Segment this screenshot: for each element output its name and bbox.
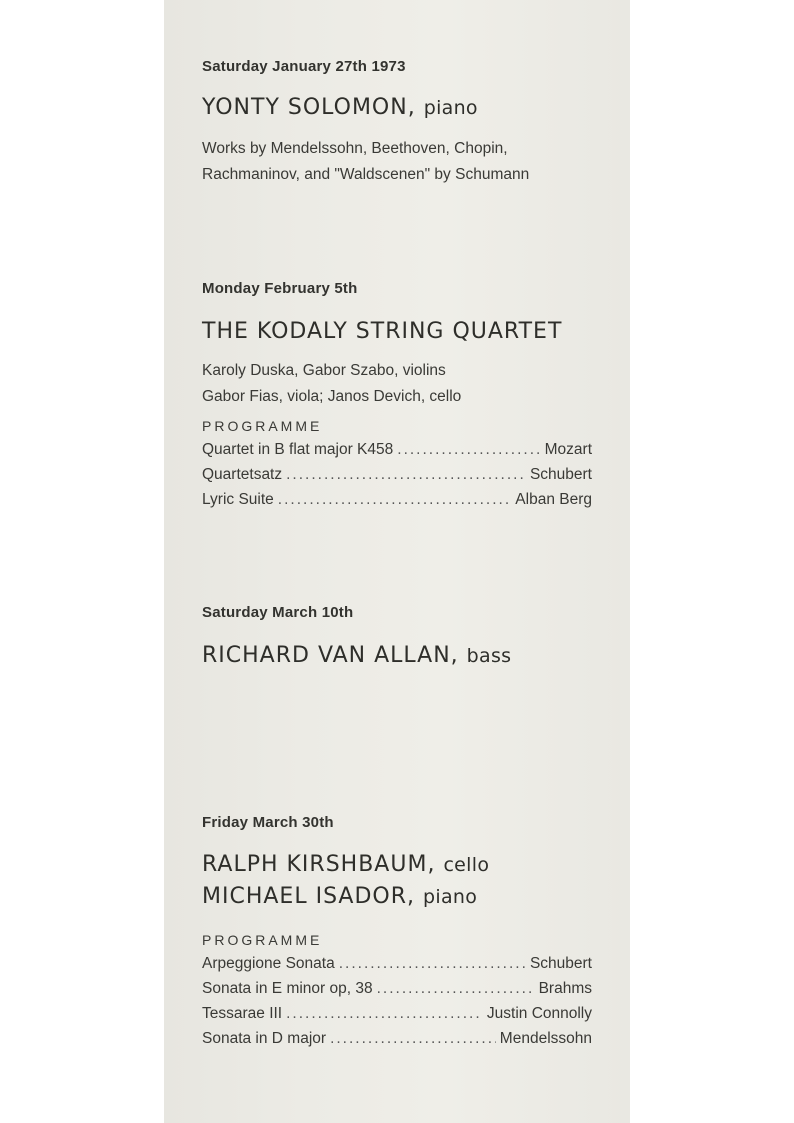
programme-work: Tessarae III — [202, 1005, 283, 1022]
performer-role: cello — [443, 854, 490, 876]
performer-line — [202, 92, 602, 124]
dot-leader — [286, 462, 526, 487]
performer-line — [202, 881, 602, 913]
event-description — [202, 358, 602, 410]
programme-item — [202, 951, 592, 976]
performer-name: RICHARD VAN ALLAN, — [202, 643, 459, 668]
programme-item — [202, 487, 592, 512]
programme-item — [202, 976, 592, 1001]
programme-heading: PROGRAMME — [202, 932, 323, 948]
dot-leader — [286, 1001, 483, 1026]
programme-item — [202, 1001, 592, 1026]
event-date: Monday February 5th — [202, 280, 358, 297]
programme-list — [202, 951, 592, 1051]
event-richard-van-allan — [202, 604, 602, 672]
programme-work: Quartet in B flat major K458 — [202, 441, 394, 458]
performer-role: piano — [423, 886, 478, 908]
event-kodaly-quartet — [202, 280, 602, 512]
programme-composer: Alban Berg — [515, 491, 592, 508]
description-line: Works by Mendelssohn, Beethoven, Chopin, — [202, 140, 508, 157]
programme-composer: Mendelssohn — [499, 1030, 592, 1047]
dot-leader — [330, 1026, 496, 1051]
programme-composer: Brahms — [538, 980, 592, 997]
performer-name: THE KODALY STRING QUARTET — [202, 319, 563, 344]
performer-role: bass — [466, 645, 512, 667]
performer-name: YONTY SOLOMON, — [202, 95, 416, 120]
performer-line — [202, 849, 602, 881]
event-date: Saturday March 10th — [202, 604, 354, 621]
programme-item — [202, 1026, 592, 1051]
programme-composer: Schubert — [529, 955, 592, 972]
dot-leader — [377, 976, 535, 1001]
programme-composer: Mozart — [544, 441, 592, 458]
concert-programme-page — [164, 0, 630, 1123]
description-line: Karoly Duska, Gabor Szabo, violins — [202, 362, 446, 379]
programme-work: Sonata in E minor op, 38 — [202, 980, 373, 997]
programme-item — [202, 437, 592, 462]
description-line: Gabor Fias, viola; Janos Devich, cello — [202, 388, 462, 405]
programme-work: Sonata in D major — [202, 1030, 327, 1047]
performer-role: piano — [423, 97, 478, 119]
event-kirshbaum-isador — [202, 814, 602, 1051]
programme-heading: PROGRAMME — [202, 418, 323, 434]
programme-composer: Justin Connolly — [486, 1005, 592, 1022]
performer-line — [202, 316, 602, 348]
event-description — [202, 136, 602, 188]
event-date: Saturday January 27th 1973 — [202, 58, 406, 75]
programme-item — [202, 462, 592, 487]
dot-leader — [339, 951, 526, 976]
programme-work: Lyric Suite — [202, 491, 274, 508]
programme-work: Arpeggione Sonata — [202, 955, 335, 972]
programme-work: Quartetsatz — [202, 466, 283, 483]
dot-leader — [397, 437, 540, 462]
event-date: Friday March 30th — [202, 814, 334, 831]
description-line: Rachmaninov, and "Waldscenen" by Schumann — [202, 166, 530, 183]
programme-composer: Schubert — [529, 466, 592, 483]
dot-leader — [278, 487, 512, 512]
performer-name: MICHAEL ISADOR, — [202, 884, 416, 909]
performer-name: RALPH KIRSHBAUM, — [202, 852, 436, 877]
programme-list — [202, 437, 592, 512]
event-yonty-solomon — [202, 58, 602, 188]
performer-line — [202, 640, 602, 672]
